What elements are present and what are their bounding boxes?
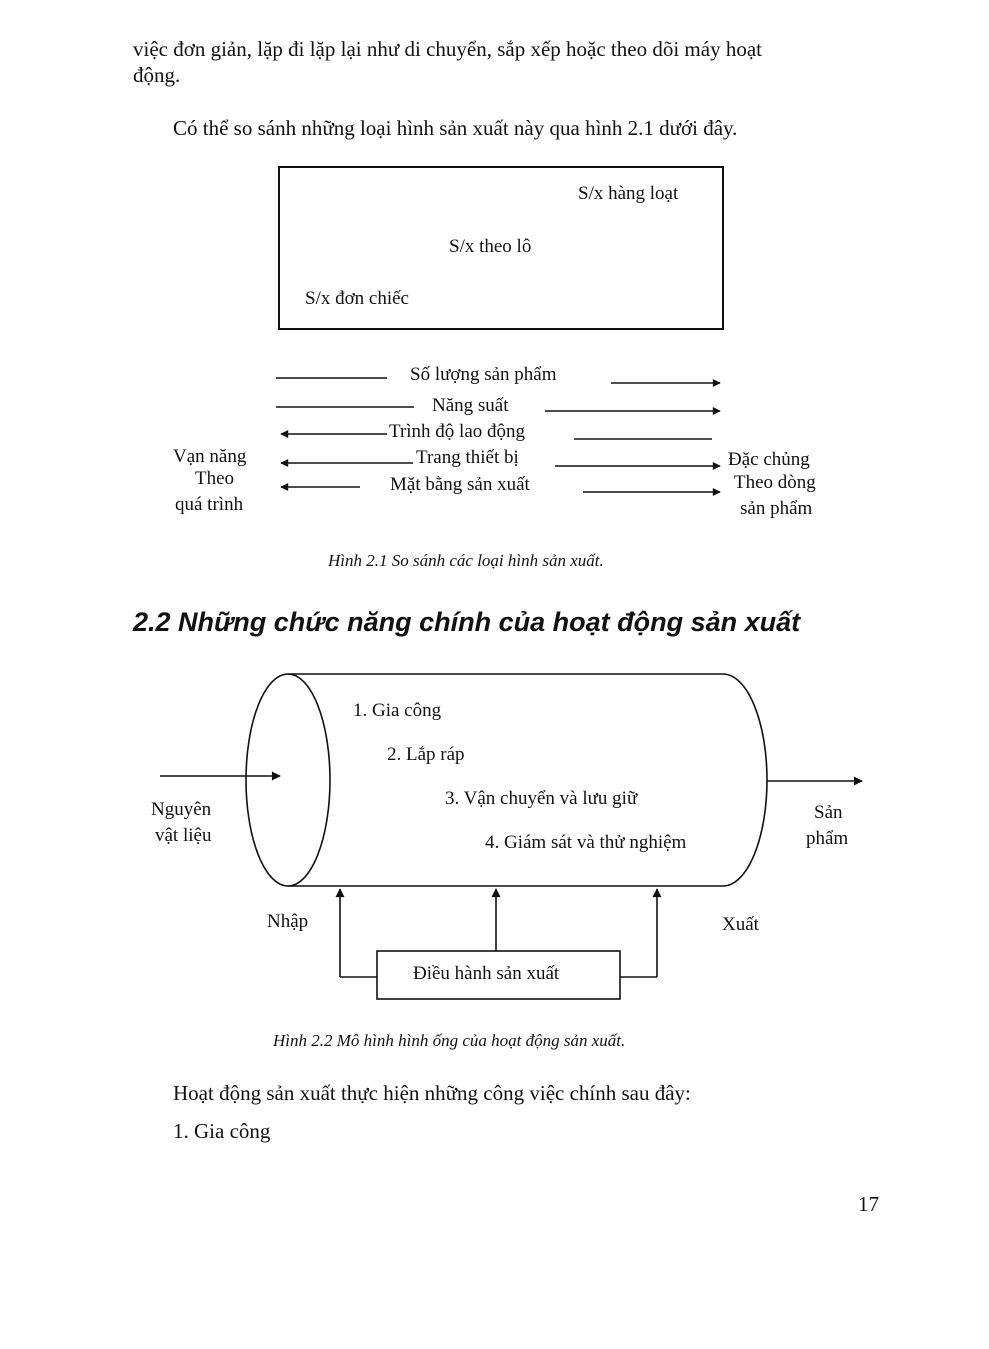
intro-line-1: việc đơn giản, lặp đi lặp lại như di chuyển, sắp xếp hoặc theo dõi máy hoạt: [133, 37, 762, 61]
row-label-floor-space: Mặt bằng sản xuất: [390, 474, 530, 495]
right-label-line-3: sản phẩm: [740, 498, 813, 519]
body-line-2: 1. Gia công: [173, 1119, 271, 1143]
tube-left-end: [246, 674, 330, 886]
left-label-line-2: Theo: [195, 468, 235, 489]
box-batch-production: S/x theo lô: [449, 236, 532, 257]
output-label-line-2: phẩm: [806, 828, 849, 849]
step-1-processing: 1. Gia công: [353, 700, 442, 721]
row-label-productivity: Năng suất: [432, 395, 509, 416]
step-3-transport-storage: 3. Vận chuyển và lưu giữ: [445, 788, 638, 809]
step-2-assembly: 2. Lắp ráp: [387, 744, 465, 765]
intro-line-2: động.: [133, 63, 181, 87]
row-label-equipment: Trang thiết bị: [416, 447, 519, 468]
input-label-line-2: vật liệu: [155, 825, 212, 846]
left-label-line-1: Vạn năng: [173, 446, 247, 467]
figure-1-caption: Hình 2.1 So sánh các loại hình sản xuất.: [328, 551, 604, 570]
tube-right-end: [723, 674, 767, 886]
section-heading: 2.2 Những chức năng chính của hoạt động sản xuất: [133, 607, 801, 637]
right-label-line-1: Đặc chủng: [728, 449, 810, 470]
right-label-line-2: Theo dòng: [734, 472, 816, 493]
box-single-production: S/x đơn chiếc: [305, 288, 409, 309]
export-label: Xuất: [722, 914, 759, 935]
intro-line-3: Có thể so sánh những loại hình sản xuất này qua hình 2.1 dưới đây.: [173, 116, 738, 140]
output-label-line-1: Sản: [814, 802, 843, 823]
box-mass-production: S/x hàng loạt: [578, 183, 679, 204]
import-label: Nhập: [267, 911, 309, 932]
figure-2-caption: Hình 2.2 Mô hình hình ống của hoạt động sản xuất.: [273, 1031, 626, 1050]
row-label-labor-skill: Trình độ lao động: [389, 421, 526, 442]
left-label-line-3: quá trình: [175, 494, 244, 515]
row-label-quantity: Số lượng sản phẩm: [410, 364, 557, 385]
step-4-inspection-testing: 4. Giám sát và thử nghiệm: [485, 832, 687, 853]
page-number: 17: [858, 1192, 879, 1216]
input-label-line-1: Nguyên: [151, 799, 212, 820]
body-line-1: Hoạt động sản xuất thực hiện những công việc chính sau đây:: [173, 1081, 691, 1105]
control-label: Điều hành sản xuất: [413, 963, 560, 984]
